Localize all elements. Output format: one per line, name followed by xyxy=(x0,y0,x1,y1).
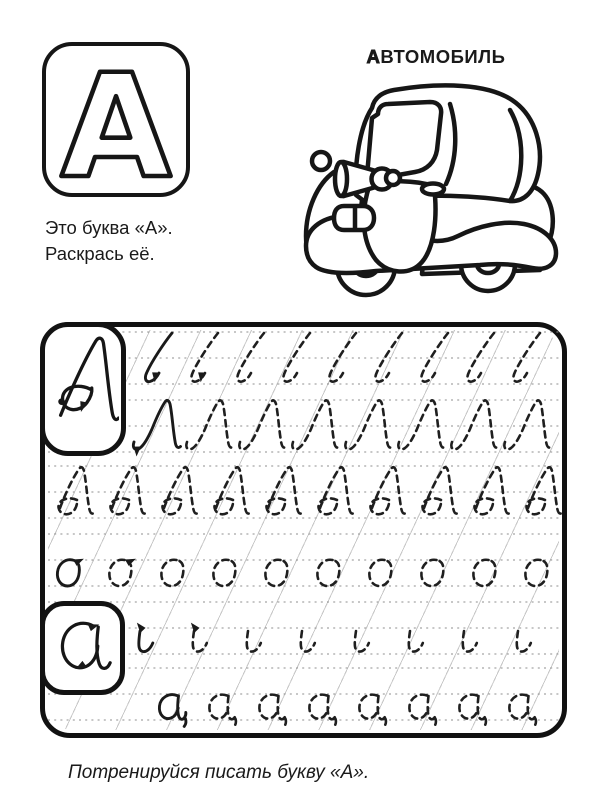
car-door-handle xyxy=(422,184,444,195)
trace-glyph-short-hook xyxy=(136,623,153,652)
trace-stroke xyxy=(467,333,494,382)
trace-glyph-upstroke-hook xyxy=(513,333,540,382)
car-horn-mouth xyxy=(335,162,347,196)
trace-glyph-upstroke-hook xyxy=(145,333,172,382)
cursive-capital-a-model xyxy=(47,329,119,449)
trace-glyph-upstroke-hook xyxy=(467,333,494,382)
trace-glyph-capital-a-cursive xyxy=(422,467,458,514)
outlined-letter-a xyxy=(46,46,186,193)
trace-stroke xyxy=(237,333,264,382)
trace-glyph-short-hook xyxy=(190,623,207,652)
intro-line-1: Это буква «А». xyxy=(45,217,173,238)
trace-stroke xyxy=(526,467,562,514)
trace-glyph-pointed-arch xyxy=(345,400,392,449)
car-horn-bulb xyxy=(312,152,330,170)
trace-stroke xyxy=(193,631,207,652)
intro-caption xyxy=(45,215,173,267)
trace-glyph-lowercase-a-cursive xyxy=(509,695,536,727)
letter-a-glyph: А xyxy=(60,46,172,193)
trace-stroke xyxy=(451,400,498,449)
trace-stroke xyxy=(162,467,198,514)
vocab-word-rest: ВТОМОБИЛЬ xyxy=(380,46,506,67)
trace-glyph-capital-a-cursive xyxy=(474,467,510,514)
trace-glyph-oval xyxy=(317,560,339,586)
trace-stroke xyxy=(329,333,356,382)
practice-area xyxy=(40,322,567,738)
trace-stroke xyxy=(422,467,458,514)
cursive-lowercase-a-model xyxy=(48,608,118,688)
trace-stroke xyxy=(247,631,261,652)
lowercase-letter-model-box xyxy=(40,601,125,695)
capital-a-start-dot xyxy=(58,398,65,405)
trace-stroke xyxy=(259,695,286,727)
trace-glyph-capital-a-cursive xyxy=(110,467,146,514)
trace-stroke xyxy=(359,695,386,727)
trace-stroke xyxy=(409,631,423,652)
car-illustration xyxy=(292,68,580,302)
trace-stroke xyxy=(139,631,153,652)
trace-stroke xyxy=(145,333,172,382)
trace-stroke xyxy=(421,333,448,382)
trace-stroke xyxy=(421,560,443,586)
trace-glyph-pointed-arch xyxy=(451,400,498,449)
trace-stroke xyxy=(474,467,510,514)
trace-glyph-lowercase-a-cursive xyxy=(159,695,186,727)
trace-glyph-oval xyxy=(265,560,287,586)
trace-glyph-short-hook xyxy=(463,631,477,652)
trace-glyph-pointed-arch xyxy=(130,400,180,456)
trace-glyph-short-hook xyxy=(517,631,531,652)
trace-stroke xyxy=(186,400,233,449)
trace-stroke xyxy=(513,333,540,382)
trace-stroke xyxy=(370,467,406,514)
trace-glyph-pointed-arch xyxy=(504,400,551,449)
trace-stroke xyxy=(459,695,486,727)
trace-stroke xyxy=(463,631,477,652)
trace-stroke xyxy=(191,333,218,382)
trace-glyph-capital-a-cursive xyxy=(370,467,406,514)
intro-line-2: Раскрась её. xyxy=(45,243,155,264)
trace-glyph-oval xyxy=(525,560,547,586)
trace-glyph-short-hook xyxy=(301,631,315,652)
trace-glyph-oval xyxy=(473,560,495,586)
trace-stroke xyxy=(213,560,235,586)
trace-stroke xyxy=(375,333,402,382)
capital-letter-model-box xyxy=(40,322,126,456)
stroke-direction-arrow xyxy=(136,623,146,634)
trace-glyph-upstroke-hook xyxy=(421,333,448,382)
trace-stroke xyxy=(214,467,250,514)
trace-stroke xyxy=(369,560,391,586)
trace-glyph-lowercase-a-cursive xyxy=(409,695,436,727)
trace-stroke xyxy=(398,400,445,449)
trace-stroke xyxy=(301,631,315,652)
trace-glyph-lowercase-a-cursive xyxy=(309,695,336,727)
trace-glyph-upstroke-hook xyxy=(329,333,356,382)
trace-glyph-pointed-arch xyxy=(292,400,339,449)
trace-stroke xyxy=(355,631,369,652)
trace-stroke xyxy=(209,695,236,727)
trace-stroke xyxy=(473,560,495,586)
trace-glyph-lowercase-a-cursive xyxy=(459,695,486,727)
trace-glyph-lowercase-a-cursive xyxy=(259,695,286,727)
trace-stroke xyxy=(283,333,310,382)
trace-glyph-oval xyxy=(369,560,391,586)
toy-car-drawing xyxy=(292,68,580,302)
trace-glyph-capital-a-cursive xyxy=(318,467,354,514)
letter-card xyxy=(42,42,190,197)
trace-stroke xyxy=(509,695,536,727)
footer-caption: Потренируйся писать букву «А». xyxy=(68,762,370,783)
trace-glyph-pointed-arch xyxy=(398,400,445,449)
trace-glyph-capital-a-cursive xyxy=(58,467,94,514)
trace-glyph-upstroke-hook xyxy=(283,333,310,382)
car-horn-joint-small xyxy=(386,171,400,185)
trace-glyph-short-hook xyxy=(355,631,369,652)
trace-glyph-upstroke-hook xyxy=(237,333,264,382)
trace-stroke xyxy=(266,467,302,514)
trace-glyph-oval xyxy=(109,555,136,586)
trace-glyph-pointed-arch xyxy=(186,400,233,449)
trace-glyph-oval xyxy=(213,560,235,586)
trace-glyph-oval xyxy=(421,560,443,586)
trace-glyph-pointed-arch xyxy=(239,400,286,449)
trace-glyph-upstroke-hook xyxy=(375,333,402,382)
vocab-bold-letter: А xyxy=(366,46,381,67)
trace-stroke xyxy=(504,400,551,449)
trace-stroke xyxy=(239,400,286,449)
trace-stroke xyxy=(159,695,186,727)
trace-stroke xyxy=(58,467,94,514)
trace-stroke xyxy=(265,560,287,586)
lowercase-a-oval-stroke xyxy=(62,623,97,667)
trace-stroke xyxy=(292,400,339,449)
trace-stroke xyxy=(161,560,183,586)
trace-stroke xyxy=(133,400,180,449)
trace-stroke xyxy=(309,695,336,727)
trace-stroke xyxy=(517,631,531,652)
trace-glyph-short-hook xyxy=(247,631,261,652)
vocab-word xyxy=(292,46,580,68)
trace-glyph-oval xyxy=(161,560,183,586)
trace-glyph-lowercase-a-cursive xyxy=(359,695,386,727)
trace-glyph-capital-a-cursive xyxy=(214,467,250,514)
trace-glyph-lowercase-a-cursive xyxy=(209,695,236,727)
trace-stroke xyxy=(110,467,146,514)
trace-glyph-short-hook xyxy=(409,631,423,652)
trace-glyph-capital-a-cursive xyxy=(162,467,198,514)
trace-glyph-capital-a-cursive xyxy=(526,467,562,514)
trace-stroke xyxy=(525,560,547,586)
trace-glyph-capital-a-cursive xyxy=(266,467,302,514)
trace-stroke xyxy=(409,695,436,727)
trace-stroke xyxy=(317,560,339,586)
trace-stroke xyxy=(318,467,354,514)
trace-stroke xyxy=(345,400,392,449)
